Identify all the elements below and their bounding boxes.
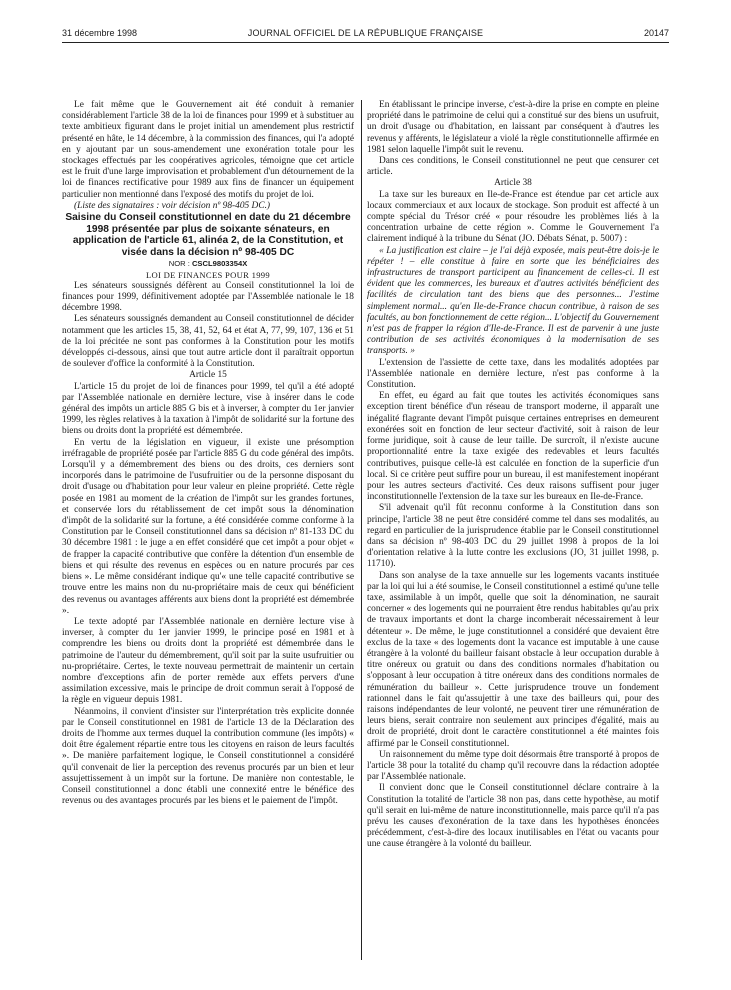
left-column <box>62 100 354 807</box>
article-heading-38: Article 38 <box>494 178 532 189</box>
nor-code: CSCL9803354X <box>191 259 248 269</box>
paragraph: Néanmoins, il convient d'insister sur l'interprétation très explicite donnée par le Conseil constitutionnel en 1981 de l'article 13 de la Déclaration des droits de l'homme aux termes duquel la contribution commune (les impôts) « doit être également répartie entre tous les citoyens en raison de leurs facultés ». De manière parfaitement logique, le Conseil constitutionnel a considéré qu'il convenait de lier la perception des revenus procurés par un bien et leur assujettissement à un impôt sur la fortune. De manière non contestable, le Conseil constitutionnel a donc établi une connexité entre le bénéfice des revenus ou des avantages procurés par les biens et le paiement de l'impôt. <box>62 706 354 807</box>
header-rule <box>62 42 669 43</box>
paragraph: Il convient donc que le Conseil constitutionnel déclare contraire à la Constitution la totalité de l'article 38 non pas, dans cette hypothèse, au motif qu'il serait en lui-même de nature inconstitutionnelle, mais parce qu'il n'a pas prévu les causes d'exonération de la taxe dans les hypothèses énoncées précédemment, c'est-à-dire des locaux inutilisables en l'état ou vacants pour une cause étrangère à la volonté du bailleur. <box>367 783 659 850</box>
paragraph: Le texte adopté par l'Assemblée nationale en dernière lecture vise à inverser, à compter du 1er janvier 1999, le principe posé en 1981 et à comprendre les biens ou droits dont la propriété est démembrée dans le patrimoine de l'auteur du démembrement, qu'il soit par la suite usufruitier ou nu-propriétaire. Certes, le texte nouveau permettrait de maintenir un certain nombre d'exceptions afin de porter remède aux effets pervers d'une assimilation excessive, mais le principe de droit commun serait à l'opposé de la règle en vigueur depuis 1981. <box>62 616 354 706</box>
paragraph: En effet, eu égard au fait que toutes les activités économiques sans exception tirent bénéfice d'un réseau de transport moderne, il apparaît une inégalité flagrante devant l'impôt puisque certaines entreprises en demeurent exonérées soit en fonction de leur secteur d'activité, soit à raison de leur forme juridique, soit à cause de leur taille. De surcroît, il n'existe aucune proportionnalité entre la taxe exigée des redevables et leurs facultés contributives, puisque celle-là est calculée en fonction de la superficie d'un local. Si ce critère peut suffire pour un bureau, il est manifestement inopérant pour les autres secteurs d'activité. Ces deux raisons suffisent pour juger inconstitutionnelle l'extension de la taxe sur les bureaux en Ile-de-France. <box>367 391 659 503</box>
paragraph: Les sénateurs soussignés défèrent au Conseil constitutionnel la loi de finances pour 1999, définitivement adoptée par l'Assemblée nationale le 18 décembre 1998. <box>62 280 354 314</box>
subheading-loi: LOI DE FINANCES POUR 1999 <box>146 269 270 280</box>
nor-reference <box>62 258 354 269</box>
paragraph: En vertu de la législation en vigueur, il existe une présomption irréfragable de propriété posée par l'article 885 G du code général des impôts. Lorsqu'il y a démembrement des biens ou des droits, ces derniers sont incorporés dans le patrimoine de l'usufruitier ou de la personne disposant du droit d'usage ou d'habitation pour leur valeur en pleine propriété. Cette règle posée en 1981 au moment de la création de l'impôt sur les grandes fortunes, et conservée lors du rétablissement de cet impôt sous la dénomination d'impôt de la solidarité sur la fortune, a été considérée comme conforme à la Constitution par le Conseil constitutionnel dans sa décision nº 81-133 DC du 30 décembre 1981 : le juge a en effet considéré que cet impôt a pour objet « de frapper la capacité contributive que confère la détention d'un ensemble de biens et qui résulte des revenus en espèces ou en nature procurés par ces biens ». Le même considérant indique qu'« une telle capacité contributive se trouve entre les mains non du nu-propriétaire mais de ceux qui bénéficient des revenus ou avantages afférents aux biens dont la propriété est démembrée ». <box>62 437 354 616</box>
quotation: « La justification est claire – je l'ai déjà exposée, mais peut-être dois-je le répéter ! – elle constitue à faire en sorte que les bénéficiaires des infrastructures de transport participent au financement de celles-ci. Il est évident que les commerces, les bureaux et d'autres activités bénéficient des facilités de circulation tant des biens que des personnes... J'estime simplement normal... qu'en Ile-de-France chacun contribue, à raison de ses facultés, au bon fonctionnement de cette région... L'objectif du Gouvernement n'est pas de frapper la région d'Ile-de-France. Il est de parvenir à une juste contribution de ses activités économiques à la modernisation de ses transports. » <box>367 245 659 357</box>
section-heading-saisine: Saisine du Conseil constitutionnel en date du 21 décembre 1998 présentée par plus de soixante sénateurs, en application de l'article 61, alinéa 2, de la Constitution, et visée dans la décision nº 98-405 DC <box>65 212 351 258</box>
paragraph: Le fait même que le Gouvernement ait été conduit à remanier considérablement l'article 38 de la loi de finances pour 1999 et à substituer au texte ambitieux figurant dans le projet initial un amendement plus restrictif présenté en hâte, le 14 décembre, à la commission des finances, qui l'a adopté en y ajoutant par un sous-amendement une exonération totale pour les stockages effectués par les coopératives agricoles, témoigne que cet article est le fruit d'une large improvisation et probablement d'un détournement de la loi de finances rectificative pour 1989 aux fins de financer un équipement particulier non mentionné dans l'exposé des motifs du projet de loi. <box>62 100 354 200</box>
paragraph: La taxe sur les bureaux en Ile-de-France est étendue par cet article aux locaux commerciaux et aux locaux de stockage. Son produit est affecté à un compte spécial du Trésor créé « pour résoudre les problèmes liés à la concentration urbaine de cette région ». Comme le Gouvernement l'a clairement indiqué à la tribune du Sénat (JO. Débats Sénat, p. 5007) : <box>367 189 659 245</box>
paragraph: L'article 15 du projet de loi de finances pour 1999, tel qu'il a été adopté par l'Assemblée nationale en dernière lecture, vise à insérer dans le code général des impôts un article 885 G bis et à inverser, à compter du 1er janvier 1999, les règles relatives à la taxation à l'impôt de solidarité sur la fortune des biens ou droits dont la propriété est démembrée. <box>62 381 354 437</box>
header-page-number: 20147 <box>643 28 669 38</box>
paragraph: Dans ces conditions, le Conseil constitutionnel ne peut que censurer cet article. <box>367 156 659 178</box>
paragraph: En établissant le principe inverse, c'est-à-dire la prise en compte en pleine propriété dans le patrimoine de celui qui a constitué sur des biens un usufruit, un droit d'usage ou d'habitation, en laissant par conséquent à d'autres les revenus y afférents, le législateur a violé la règle constitutionnelle affirmée en 1981 selon laquelle l'impôt suit le revenu. <box>367 100 659 155</box>
signatories-note: (Liste des signataires : voir décision nº 98-405 DC.) <box>74 200 271 211</box>
article-heading-15: Article 15 <box>189 370 227 381</box>
paragraph: Un raisonnement du même type doit désormais être transporté à propos de l'article 38 pour la totalité du champ qu'il recouvre dans la rédaction adoptée par l'Assemblée nationale. <box>367 749 659 783</box>
right-column <box>367 100 659 851</box>
header-journal-title: JOURNAL OFFICIEL DE LA RÉPUBLIQUE FRANÇAISE <box>247 28 484 38</box>
paragraph: Les sénateurs soussignés demandent au Conseil constitutionnel de décider notamment que les articles 15, 38, 41, 52, 64 et état A, 77, 99, 107, 136 et 51 de la loi précitée ne sont pas conformes à la Constitution pour les motifs développés ci-dessous, ainsi que tout autre article dont il paraîtrait opportun de soulever d'office la conformité à la Constitution. <box>62 314 354 370</box>
header-date: 31 décembre 1998 <box>62 28 138 38</box>
column-divider <box>361 100 362 960</box>
paragraph: L'extension de l'assiette de cette taxe, dans les modalités adoptées par l'Assemblée nationale en dernière lecture, n'est pas conforme à la Constitution. <box>367 357 659 391</box>
paragraph: Dans son analyse de la taxe annuelle sur les logements vacants instituée par la loi qui lui a été soumise, le Conseil constitutionnel a estimé qu'une telle taxe, assimilable à un impôt, quelle que soit la dénomination, ne saurait concerner « des logements qui ne pourraient être rendus habitables qu'au prix de travaux importants et dont la charge incomberait nécessairement à leur détenteur ». De même, le juge constitutionnel a considéré que devaient être exclus de la taxe « des logements dont la vacance est imputable à une cause étrangère à la volonté du bailleur faisant obstacle à leur occupation durable à titre onéreux ou gratuit ou dans des conditions normales d'habitation ou s'opposant à leur occupation à titre onéreux dans des conditions normales de rémunération du bailleur ». Cette jurisprudence trouve un fondement rationnel dans le fait qu'assujettir à une taxe des bailleurs qui, pour des raisons indépendantes de leur volonté, ne peuvent tirer une rémunération de leurs biens, serait contraire non seulement aux principes d'égalité, mais au droit de propriété, droit dont le caractère constitutionnel a été maintes fois affirmé par le Conseil constitutionnel. <box>367 570 659 749</box>
paragraph: S'il advenait qu'il fût reconnu conforme à la Constitution dans son principe, l'article 38 ne peut être considéré comme tel dans ses modalités, au regard en particulier de la jurisprudence établie par le Conseil constitutionnel dans sa décision nº 98-403 DC du 29 juillet 1998 à propos de la loi d'orientation relative à la lutte contre les exclusions (JO, 31 juillet 1998, p. 11710). <box>367 503 659 570</box>
nor-label: NOR : <box>168 259 190 269</box>
